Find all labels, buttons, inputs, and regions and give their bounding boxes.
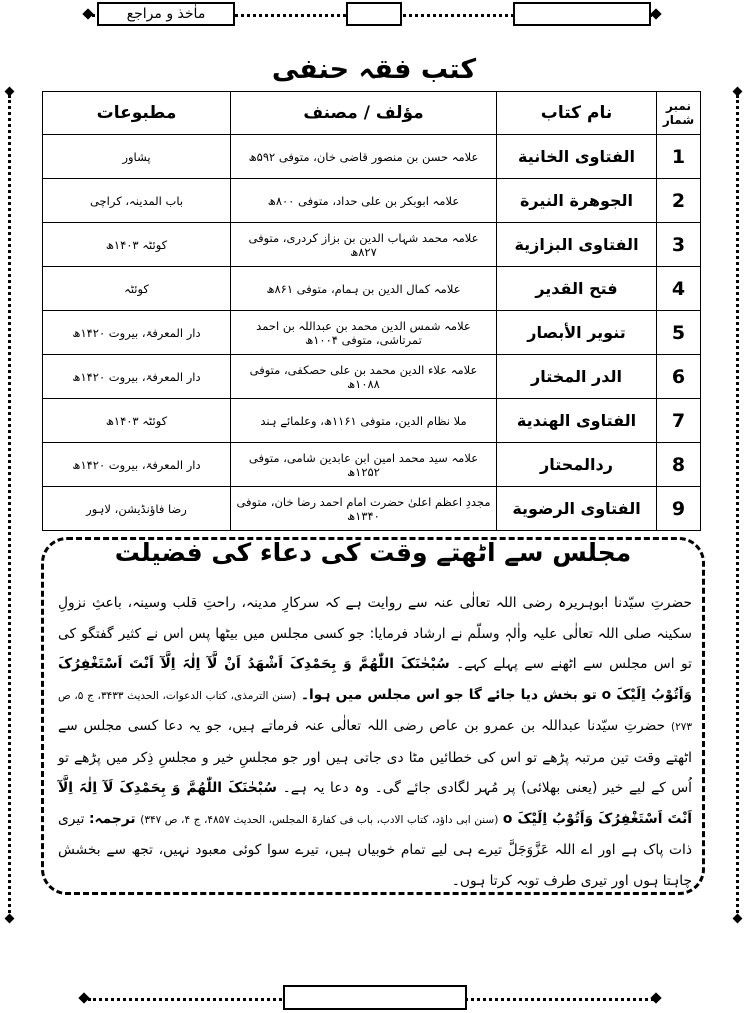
header-publisher: مطبوعات bbox=[43, 92, 231, 135]
footer-box bbox=[283, 985, 467, 1010]
left-dotted-border bbox=[8, 95, 11, 918]
header-box-left bbox=[97, 2, 235, 26]
publisher: باب المدینہ، کراچی bbox=[43, 179, 231, 223]
row-number: 6 bbox=[657, 355, 701, 399]
row-number: 8 bbox=[657, 443, 701, 487]
author-name: علامہ حسن بن منصور قاضی خان، متوفی ۵۹۲ھ bbox=[231, 135, 497, 179]
right-border-diamond-top bbox=[733, 87, 743, 97]
footer-diamond-right bbox=[650, 992, 661, 1003]
table-row bbox=[43, 399, 701, 443]
header-serial: نمبر شمار bbox=[657, 92, 701, 135]
dua-1: سُبْحٰنَکَ اللّٰھُمَّ وَ بِحَمْدِکَ اَشْھَدُ اَنْ لَّآ اِلٰہَ اِلَّآ اَنْتَ اَسْتَغْفِرُکَ وَاَتُوْبُ اِلَیْکَ o bbox=[58, 656, 693, 703]
author-name: علامہ محمد شہاب الدین بن بزاز کردری، متوفی ۸۲۷ھ bbox=[231, 223, 497, 267]
table-row bbox=[43, 487, 701, 531]
row-number: 3 bbox=[657, 223, 701, 267]
book-name: الفتاوى الرضوية bbox=[497, 487, 657, 531]
table-row bbox=[43, 267, 701, 311]
publisher: دار المعرفۃ، بیروت ۱۴۲۰ھ bbox=[43, 311, 231, 355]
table-header-row bbox=[43, 92, 701, 135]
table-row bbox=[43, 443, 701, 487]
row-number: 9 bbox=[657, 487, 701, 531]
publisher: کوئٹہ ۱۴۰۳ھ bbox=[43, 399, 231, 443]
author-name: علامہ کمال الدین بن ہمام، متوفی ۸۶۱ھ bbox=[231, 267, 497, 311]
book-name: فتح القدير bbox=[497, 267, 657, 311]
paragraph-3: حضرتِ سیّدنا عبداللہ بن عمرو بن عاص رضی اللہ تعالٰی عنہ فرماتے ہیں، جو یہ دعا کسی مجلس سے اٹھتے وقت تین مرتبہ پڑھے تو اس کی خطائیں مٹا دی جاتی ہیں اور جو مجلسِ خیر و مجلسِ ذِکر میں پڑھے تو اُس کے لیے خیر (یعنی بھلائی) پر مُہر لگادی جائے گی۔ وہ دعا یہ ہے۔ bbox=[58, 718, 693, 796]
book-name: تنوير الأبصار bbox=[497, 311, 657, 355]
header-box-middle bbox=[346, 2, 402, 26]
paragraph-2: تو بخش دیا جائے گا جو اس مجلس میں ہوا۔ bbox=[300, 686, 597, 703]
left-border-diamond-top bbox=[5, 87, 15, 97]
author-name: علامہ ابوبکر بن علی حداد، متوفی ۸۰۰ھ bbox=[231, 179, 497, 223]
page-title: کتب فقہ حنفی bbox=[271, 54, 477, 85]
book-name: الفتاوى البزازية bbox=[497, 223, 657, 267]
reference-2: (سنن ابی داؤد، کتاب الادب، باب فی کفارۃ المجلس، الحدیث ۴۸۵۷، ج ۴، ص ۳۴۷) bbox=[140, 813, 499, 826]
row-number: 2 bbox=[657, 179, 701, 223]
body-paragraph bbox=[58, 588, 692, 896]
header-author: مؤلف / مصنف bbox=[231, 92, 497, 135]
publisher: دار المعرفۃ، بیروت ۱۴۲۰ھ bbox=[43, 355, 231, 399]
book-name: الجوهرة النيرة bbox=[497, 179, 657, 223]
paragraph-1: حضرتِ سیّدنا ابوہریرہ رضی اللہ تعالٰی عنہ سے روایت ہے کہ سرکارِ مدینہ، راحتِ قلب وسینہ، باعثِ نزولِ سکینہ صلی اللہ تعالٰی علیہ واٰلہٖ وسلّم نے ارشاد فرمایا: جو کسی مجلس میں بیٹھا پس اس نے کثیر گفتگو کی تو اس مجلس سے اٹھنے سے پہلے کہے۔ bbox=[58, 595, 692, 672]
dua-2: سُبْحٰنَکَ اللّٰھُمَّ وَ بِحَمْدِکَ لَآ اِلٰہَ اِلَّآ اَنْتَ اَسْتَغْفِرُکَ وَاَتُوْبُ اِلَیْکَ o bbox=[58, 780, 693, 827]
books-table bbox=[42, 91, 701, 531]
right-border-diamond-bottom bbox=[733, 914, 743, 924]
reference-1: (سنن الترمذی، کتاب الدعوات، الحدیث ۳۴۳۳، ج ۵، ص ۲۷۳) bbox=[58, 689, 692, 733]
header-diamond-left bbox=[82, 8, 93, 19]
table-row bbox=[43, 223, 701, 267]
header-label: ماٰخذ و مراجع bbox=[126, 6, 206, 22]
row-number: 5 bbox=[657, 311, 701, 355]
publisher: رضا فاؤنڈیشن، لاہور bbox=[43, 487, 231, 531]
section-body bbox=[58, 588, 692, 896]
table-row bbox=[43, 355, 701, 399]
author-name: ملا نظام الدین، متوفی ۱۱۶۱ھ، وعلمائے ہند bbox=[231, 399, 497, 443]
publisher: دار المعرفۃ، بیروت ۱۴۲۰ھ bbox=[43, 443, 231, 487]
table-row bbox=[43, 179, 701, 223]
header-box-right bbox=[513, 2, 651, 26]
book-name: ردالمحتار bbox=[497, 443, 657, 487]
left-border-diamond-bottom bbox=[5, 914, 15, 924]
header-book-name: نام کتاب bbox=[497, 92, 657, 135]
author-name: علامہ سید محمد امین ابن عابدین شامی، متوفی ۱۲۵۲ھ bbox=[231, 443, 497, 487]
book-name: الفتاوى الهندية bbox=[497, 399, 657, 443]
table-row bbox=[43, 135, 701, 179]
book-name: الدر المختار bbox=[497, 355, 657, 399]
footer-diamond-left bbox=[78, 992, 89, 1003]
section-title: مجلس سے اٹھتے وقت کی دعاء کی فضیلت bbox=[114, 538, 632, 567]
translation-text: تیری ذات پاک ہے اور اے اللہ عَزَّوَجَلَّ تیرے ہی لیے تمام خوبیاں ہیں، تیرے سوا کوئی معبود نہیں، تجھ سے بخشش چاہتا ہوں اور تیری طرف توبہ کرتا ہوں۔ bbox=[58, 810, 692, 889]
publisher: کوئٹہ ۱۴۰۳ھ bbox=[43, 223, 231, 267]
author-name: علامہ شمس الدین محمد بن عبداللہ بن احمد تمرتاشی، متوفی ۱۰۰۴ھ bbox=[231, 311, 497, 355]
right-dotted-border bbox=[736, 95, 739, 918]
author-name: علامہ علاء الدین محمد بن علی حصکفی، متوفی ۱۰۸۸ھ bbox=[231, 355, 497, 399]
translation-label: ترجمہ: bbox=[89, 810, 136, 827]
author-name: مجددِ اعظم اعلیٰ حضرت امام احمد رضا خان، متوفی ۱۳۴۰ھ bbox=[231, 487, 497, 531]
row-number: 4 bbox=[657, 267, 701, 311]
book-name: الفتاوى الخانية bbox=[497, 135, 657, 179]
publisher: کوئٹہ bbox=[43, 267, 231, 311]
row-number: 7 bbox=[657, 399, 701, 443]
header-diamond-right bbox=[650, 8, 661, 19]
table-row bbox=[43, 311, 701, 355]
row-number: 1 bbox=[657, 135, 701, 179]
publisher: پشاور bbox=[43, 135, 231, 179]
